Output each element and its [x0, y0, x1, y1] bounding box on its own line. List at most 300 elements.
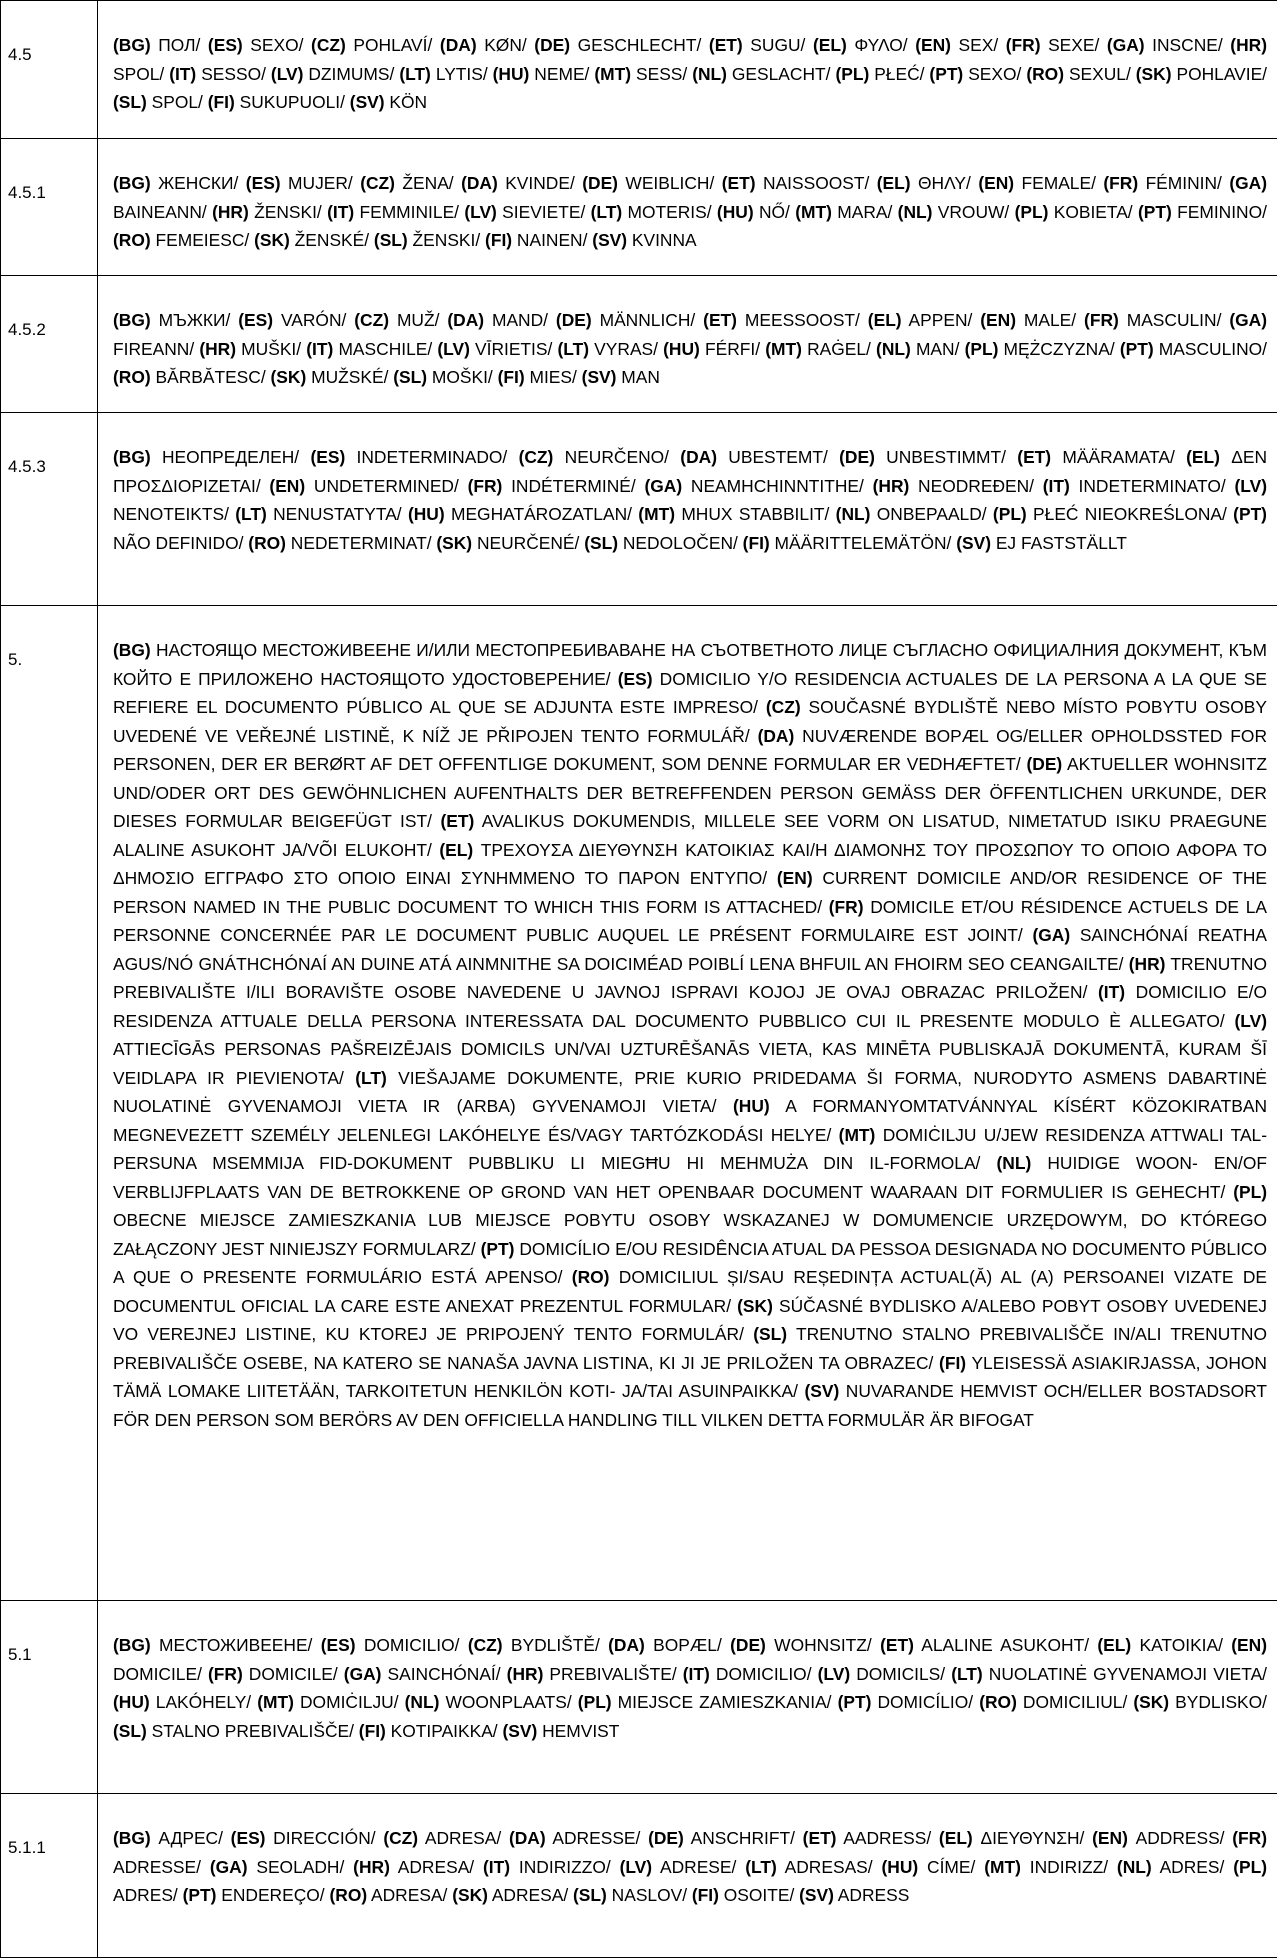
language-code: (NL) [897, 201, 933, 222]
translation-entry [663, 339, 765, 359]
translation-entry [271, 64, 399, 84]
language-code: (EN) [269, 475, 306, 496]
translation-text: ΔΙΕΥΘΥΝΣΗ/ [972, 1828, 1093, 1848]
language-code: (SL) [584, 532, 619, 553]
translation-text: FEMMINILE/ [354, 201, 465, 222]
translation-entry [703, 310, 868, 330]
translation-text: AADRESS/ [836, 1828, 939, 1848]
translation-entry [113, 1692, 257, 1712]
language-code: (DA) [439, 35, 477, 55]
translation-entry [582, 173, 722, 193]
translation-entry [993, 504, 1233, 524]
language-code: (PL) [577, 1692, 612, 1712]
translation-text: DOMICILIUL/ [1016, 1692, 1134, 1712]
translation-entry [965, 339, 1120, 359]
translation-entry [1133, 1692, 1267, 1712]
translation-entry [584, 533, 742, 553]
translation-entry [557, 339, 663, 359]
translation-entry [915, 35, 1006, 55]
language-code: (FR) [1005, 35, 1041, 55]
language-code: (EL) [938, 1828, 973, 1848]
translation-text: DOMICILIO/ [709, 1663, 818, 1684]
field-translations [98, 276, 1277, 413]
language-code: (ET) [880, 1635, 914, 1655]
language-code: (FI) [691, 1885, 719, 1905]
translation-entry [306, 339, 437, 359]
translation-text: ADRESA/ [487, 1885, 574, 1905]
translation-text: NASLOV/ [606, 1885, 692, 1905]
language-code: (MT) [795, 201, 832, 222]
translation-text: UNBESTIMMT/ [874, 447, 1018, 467]
translation-text: SPOL/ [146, 92, 208, 112]
language-code: (HU) [113, 1692, 150, 1712]
translation-text: ADRES/ [113, 1885, 183, 1905]
language-code: (HU) [732, 1096, 770, 1116]
translation-entry [881, 1857, 984, 1877]
language-code: (PT) [1119, 338, 1154, 359]
language-code: (MT) [594, 63, 632, 84]
language-code: (HU) [881, 1856, 919, 1877]
translation-entry [485, 230, 592, 250]
language-code: (SK) [1133, 1692, 1170, 1712]
translation-text: SUKUPUOLI/ [234, 92, 350, 112]
language-code: (GA) [644, 475, 683, 496]
translation-text: KOTIPAIKKA/ [385, 1720, 503, 1741]
field-number: 5.1.1 [1, 1794, 98, 1958]
language-code: (GA) [343, 1663, 382, 1684]
language-code: (EL) [812, 35, 847, 55]
translation-entry [592, 230, 696, 250]
language-code: (FI) [358, 1720, 386, 1741]
language-code: (HR) [506, 1663, 544, 1684]
translation-text: ADRESA/ [367, 1885, 453, 1905]
translation-text: SAINCHÓNAÍ REATHA AGUS/NÓ GNÁTHCHÓNAÍ AN DUINE ATÁ AINMNITHE SA DOICIMÉAD POIBLÍ LENA BHFUIL AN FHOIRM SEO CEANGAILTE/ [113, 925, 1267, 974]
language-code: (FI) [485, 230, 513, 250]
translation-entry [979, 1692, 1133, 1712]
language-code: (DA) [608, 1635, 645, 1655]
table-row [1, 1794, 1277, 1958]
language-code: (EL) [867, 310, 902, 330]
language-code: (SK) [270, 367, 307, 387]
translation-entry [1006, 35, 1107, 55]
language-code: (CZ) [360, 173, 395, 193]
translation-text: FÉMININ/ [1138, 173, 1230, 193]
language-code: (CZ) [765, 697, 801, 717]
translation-text: HEMVIST [537, 1720, 620, 1741]
translation-entry [208, 35, 311, 55]
translation-entry [717, 202, 795, 222]
translation-entry [692, 64, 835, 84]
language-code: (MT) [984, 1856, 1021, 1877]
translation-text: NEURČENO/ [553, 447, 681, 467]
translation-text: SIEVIETE/ [496, 201, 591, 222]
translation-entry [113, 92, 208, 112]
translation-text: AKTUELLER WOHNSITZ UND/ODER ORT DES GEWÖHNLICHEN AUFENTHALTS DER BETREFFENDEN PERSON GEMÄSS DER ÖFFENTLICHEN URKUNDE, DER DIESES FORMULAR BEIGEFÜGT IST/ [113, 754, 1267, 831]
language-code: (LV) [464, 201, 497, 222]
translation-entry [238, 310, 354, 330]
translation-entry [483, 1857, 620, 1877]
translation-text: MEESSOOST/ [736, 310, 868, 330]
translation-entry [113, 367, 271, 387]
language-code: (ET) [708, 35, 743, 55]
translation-text: BAINEANN/ [113, 201, 213, 222]
language-code: (FI) [207, 92, 235, 112]
language-code: (BG) [113, 1828, 151, 1848]
translation-text: MIES/ [524, 367, 582, 387]
translation-entry [644, 476, 872, 496]
language-code: (LT) [355, 1067, 387, 1088]
language-code: (RO) [979, 1692, 1017, 1712]
language-code: (SV) [799, 1885, 834, 1905]
translation-entry [620, 1857, 746, 1877]
translation-text: WEIBLICH/ [617, 173, 722, 193]
translation-entry [447, 310, 556, 330]
translation-text: LAKÓHELY/ [149, 1692, 258, 1712]
table-body [1, 1, 1277, 1958]
language-code: (HR) [353, 1856, 390, 1877]
language-code: (ES) [230, 1828, 266, 1848]
translation-text: MALE/ [1016, 310, 1085, 330]
translation-text: SÚČASNÉ BYDLISKO A/ALEBO POBYT OSOBY UVEDENEJ VO VEREJNEJ LISTINE, KU KTOREJ JE PRIPOJENÝ TENTO FORMULÁR/ [113, 1295, 1267, 1344]
language-code: (ES) [207, 35, 243, 55]
language-code: (EN) [978, 173, 1015, 193]
translation-entry [359, 1721, 503, 1741]
translation-text: NENOTEIKTS/ [113, 504, 236, 524]
translation-text: НЕОПРЕДЕЛЕН/ [150, 447, 311, 467]
translation-entry [468, 476, 645, 496]
language-code: (SV) [592, 230, 628, 250]
language-code: (SL) [113, 1720, 147, 1741]
language-code: (MT) [765, 338, 802, 359]
translation-text: VROUW/ [932, 201, 1015, 222]
translation-entry [248, 533, 436, 553]
language-code: (EN) [776, 868, 813, 888]
translation-entry [898, 202, 1015, 222]
table-row [1, 413, 1277, 606]
translation-entry [246, 173, 360, 193]
translation-text: OBECNE MIEJSCE ZAMIESZKANIA LUB MIEJSCE POBYTU OSOBY WSKAZANEJ W DOMUMENCIE URZĘDOWYM, DO KTÓREGO ZAŁĄCZONY JEST NINIEJSZY FORMULARZ/ [113, 1210, 1267, 1259]
table-row [1, 1601, 1277, 1794]
field-translations [98, 1794, 1277, 1958]
translation-entry [939, 1828, 1092, 1848]
translation-text: ΤΡΕΧΟΥΣΑ ΔΙΕΥΘΥΝΣΗ ΚΑΤΟΙΚΙΑΣ ΚΑΙ/Η ΔΙΑΜΟΝΗΣ ΤΟΥ ΠΡΟΣΩΠΟΥ ΤΟ ΟΠΟΙΟ ΑΦΟΡΑ ΤΟ ΔΗΜΟΣΙΟ ΕΓΓΡΑΦΟ ΣΤΟ ΟΠΟΙΟ ΕΙΝΑΙ ΣΥΝΗΜΜΕΝΟ ΤΟ ΠΑΡΟΝ ΕΝΤΥΠΟ/ [113, 839, 1267, 888]
translation-text: NEAMHCHINNTITHE/ [682, 475, 873, 496]
translation-entry [795, 202, 897, 222]
translation-entry [803, 1828, 939, 1848]
translation-entry [210, 1857, 353, 1877]
field-translations [98, 1601, 1277, 1794]
language-code: (RO) [571, 1267, 610, 1287]
translation-text: EJ FASTSTÄLLT [990, 532, 1127, 553]
language-code: (IT) [1098, 982, 1126, 1002]
language-code: (FI) [939, 1352, 967, 1373]
translation-entry [1117, 1857, 1233, 1877]
translation-text: SESS/ [631, 63, 693, 84]
translation-text: ADRES/ [1151, 1856, 1234, 1877]
translation-entry [502, 1721, 619, 1741]
translation-text: NUVARANDE HEMVIST OCH/ELLER BOSTADSORT FÖR DEN PERSON SOM BERÖRS AV DEN OFFICIELLA HANDLING TILL VILKEN DETTA FORMULÄR ÄR BIFOGAT [113, 1381, 1268, 1430]
language-code: (SL) [573, 1885, 607, 1905]
translation-text: SEXUL/ [1063, 63, 1136, 84]
translation-entry [591, 202, 717, 222]
translation-entry [638, 504, 835, 524]
translation-text: НАСТОЯЩО МЕСТОЖИВЕЕНЕ И/ИЛИ МЕСТОПРЕБИВАВАНЕ НА СЪОТВЕТНОТО ЛИЦЕ СЪГЛАСНО ОФИЦИАЛНИЯ ДОКУМЕНТ, КЪМ КОЙТО Е ПРИЛОЖЕНО НАСТОЯЩОТО УДОСТОВЕРЕНИЕ/ [113, 640, 1267, 689]
language-code: (IT) [483, 1856, 511, 1877]
language-code: (CZ) [518, 447, 554, 467]
language-code: (HU) [407, 504, 445, 524]
translation-text: ŽENSKÉ/ [289, 230, 374, 250]
translation-text: ADRESAS/ [776, 1856, 882, 1877]
translation-entry [692, 1885, 799, 1905]
translation-text: ΦΥΛΟ/ [846, 35, 916, 55]
translation-text: RAĠEL/ [801, 338, 877, 359]
language-code: (PL) [992, 504, 1027, 524]
translation-text: DOMICILE/ [242, 1663, 344, 1684]
translation-entry [978, 173, 1103, 193]
translation-entry [461, 173, 582, 193]
language-code: (RO) [248, 532, 286, 553]
translation-text: NUVÆRENDE BOPÆL OG/ELLER OPHOLDSSTED FOR PERSONEN, DER ER BERØRT AF DET OFFENTLIGE DOKUMENT, SOM DENNE FORMULAR ER VEDHÆFTET/ [113, 725, 1267, 774]
language-code: (LV) [1234, 475, 1267, 496]
language-code: (SK) [452, 1885, 488, 1905]
translation-text: POHLAVÍ/ [345, 35, 440, 55]
translation-text: STALNO PREBIVALIŠČE/ [146, 1720, 359, 1741]
translation-text: BOPÆL/ [644, 1635, 731, 1655]
translation-text: MASCULINO/ [1153, 338, 1268, 359]
translation-entry [835, 64, 929, 84]
language-code: (DE) [648, 1828, 684, 1848]
translation-entry [877, 173, 979, 193]
translation-text: NAISSOOST/ [755, 173, 877, 193]
language-code: (PL) [1233, 1181, 1267, 1202]
translation-text: HUIDIGE WOON- EN/OF VERBLIJFPLAATS VAN DE BETROKKENE OP GROND VAN HET OPENBAAR DOCUMENT WAARAAN DIT FORMULIER IS GEHECHT/ [113, 1153, 1268, 1202]
translation-text: FEMALE/ [1014, 173, 1104, 193]
language-code: (MT) [257, 1692, 294, 1712]
table-row [1, 606, 1277, 1601]
language-code: (SV) [502, 1720, 538, 1741]
translation-text: BYDLISKO/ [1169, 1692, 1267, 1712]
language-code: (ES) [320, 1635, 356, 1655]
language-code: (RO) [113, 230, 151, 250]
language-code: (IT) [1042, 475, 1070, 496]
translation-text: SESSO/ [196, 63, 271, 84]
translation-entry [838, 1692, 980, 1712]
translation-text: MUŽ/ [389, 310, 448, 330]
translation-text: MIEJSCE ZAMIESZKANIA/ [611, 1692, 838, 1712]
translation-entry [1015, 202, 1138, 222]
translation-text: KATOIKIA/ [1131, 1635, 1232, 1655]
translation-text: BYDLIŠTĚ/ [502, 1635, 609, 1655]
translation-text: MOŠKI/ [427, 367, 498, 387]
translation-entry [393, 367, 497, 387]
translation-text: MÄÄRITTELEMÄTÖN/ [769, 532, 957, 553]
translation-entry [929, 64, 1026, 84]
language-code: (SV) [956, 532, 991, 553]
language-code: (DE) [1026, 754, 1063, 774]
language-code: (DA) [508, 1828, 546, 1848]
translation-text: АДРЕС/ [150, 1828, 231, 1848]
translation-text: OSOITE/ [718, 1885, 800, 1905]
translation-entry [880, 1635, 1097, 1655]
translation-entry [208, 92, 350, 112]
translation-text: ŽENSKI/ [248, 201, 328, 222]
translation-entry [1017, 447, 1186, 467]
language-code: (GA) [1106, 35, 1145, 55]
translation-entry [519, 447, 681, 467]
translation-entry [498, 367, 582, 387]
translation-entry [199, 339, 306, 359]
language-code: (DE) [534, 35, 571, 55]
translation-entry [1097, 1635, 1231, 1655]
language-code: (LT) [399, 63, 431, 84]
language-code: (EN) [1092, 1828, 1128, 1848]
language-code: (PT) [1233, 504, 1267, 524]
language-code: (DA) [680, 447, 717, 467]
language-code: (NL) [1116, 1856, 1152, 1877]
translation-entry [836, 504, 993, 524]
language-code: (ET) [1017, 447, 1052, 467]
translation-text: NEURČENÉ/ [472, 532, 585, 553]
language-code: (MT) [838, 1124, 876, 1145]
translation-text: FEMEIESC/ [150, 230, 255, 250]
field-number: 4.5.3 [1, 413, 98, 606]
translation-text: ŽENA/ [394, 173, 462, 193]
translation-text: ЖЕНСКИ/ [150, 173, 246, 193]
language-code: (LV) [619, 1856, 653, 1877]
translation-text: PŁEĆ NIEOKREŚLONA/ [1026, 504, 1234, 524]
translation-text: MĘŻCZYZNA/ [998, 338, 1120, 359]
language-code: (EN) [1231, 1635, 1268, 1655]
translation-entry [556, 310, 703, 330]
translation-entry [1120, 339, 1267, 359]
translation-entry [464, 202, 590, 222]
translation-entry [113, 1721, 359, 1741]
translation-text: SUGU/ [742, 35, 813, 55]
translation-text: ADRESS [833, 1885, 910, 1905]
translation-text: CÍME/ [918, 1856, 985, 1877]
language-code: (NL) [835, 504, 871, 524]
translation-text: DOMICÍLIO E/OU RESIDÊNCIA ATUAL DA PESSOA DESIGNADA NO DOCUMENTO PÚBLICO A QUE O PRESENTE FORMULÁRIO ESTÁ APENSO/ [113, 1238, 1267, 1287]
translation-entry [722, 173, 877, 193]
language-code: (ET) [703, 310, 737, 330]
translation-entry [269, 476, 467, 496]
language-code: (BG) [113, 447, 151, 467]
translation-entry [680, 447, 839, 467]
translation-text: DOMICÍLIO/ [871, 1692, 980, 1712]
translation-entry [876, 339, 965, 359]
translation-text: VARÓN/ [273, 310, 355, 330]
translation-text: SEXE/ [1040, 35, 1107, 55]
translation-entry [813, 35, 915, 55]
translation-text: KÖN [384, 92, 428, 112]
translation-text: SPOL/ [113, 63, 170, 84]
language-code: (PL) [1014, 201, 1049, 222]
language-code: (BG) [113, 173, 151, 193]
translation-entry [113, 173, 246, 193]
language-code: (GA) [1032, 925, 1071, 945]
field-number: 5.1 [1, 1601, 98, 1794]
translation-entry [730, 1635, 880, 1655]
translation-entry [257, 1692, 404, 1712]
translation-text: SAINCHÓNAÍ/ [381, 1663, 507, 1684]
translation-text: DOMICILIO Y/O RESIDENCIA ACTUALES DE LA PERSONA A LA QUE SE REFIERE EL DOCUMENTO PÚBLICO AL QUE SE ADJUNTA ESTE IMPRESO/ [113, 668, 1268, 717]
language-code: (ET) [721, 173, 756, 193]
translation-entry [1043, 476, 1235, 496]
language-code: (FR) [1084, 310, 1119, 330]
language-code: (LT) [235, 504, 267, 524]
translation-entry [951, 1664, 1267, 1684]
language-code: (SL) [393, 367, 428, 387]
translation-entry [208, 1664, 344, 1684]
translation-text: MARA/ [831, 201, 898, 222]
field-number: 4.5.1 [1, 139, 98, 276]
language-code: (LV) [270, 63, 304, 84]
language-code: (NL) [692, 63, 727, 84]
language-code: (PL) [964, 338, 999, 359]
translation-text: ŽENSKI/ [407, 230, 486, 250]
language-code: (PL) [835, 63, 870, 84]
field-translations [98, 139, 1277, 276]
language-code: (LV) [817, 1663, 851, 1684]
language-code: (HR) [212, 201, 249, 222]
translation-entry [799, 1885, 909, 1905]
translation-text: DOMIĊILJU U/JEW RESIDENZA ATTWALI TAL-PERSUNA MSEMMIJA FID-DOKUMENT PUBBLIKU LI MIEGĦU HI MEHMUŻA DIN IL-FORMOLA/ [113, 1124, 1268, 1173]
translation-text: ADRESSE/ [545, 1828, 649, 1848]
translation-text: KVINNA [627, 230, 697, 250]
translation-entry [984, 1857, 1117, 1877]
translation-text: DZIMUMS/ [303, 63, 400, 84]
translation-text: ПОЛ/ [150, 35, 208, 55]
language-code: (SV) [581, 367, 617, 387]
language-code: (GA) [1229, 310, 1267, 330]
translation-entry [212, 202, 327, 222]
language-code: (FI) [742, 532, 770, 553]
translation-text: NAINEN/ [512, 230, 593, 250]
translation-text: FEMININO/ [1171, 201, 1267, 222]
translation-text: MUŠKI/ [236, 338, 307, 359]
translation-text: ANSCHRIFT/ [683, 1828, 803, 1848]
language-code: (FR) [1232, 1828, 1267, 1848]
translation-text: ΔΕΝ ΠΡΟΣΔΙΟΡΙΖΕΤΑΙ/ [113, 447, 1267, 496]
language-code: (BG) [113, 640, 151, 660]
translation-text: ATTIECĪGĀS PERSONAS PAŠREIZĒJAIS DOMICILS UN/VAI UZTURĒŠANĀS VIETA, KAS MINĒTA PUBLISKAJĀ DOKUMENTĀ, KURAM ŠĪ VEIDLAPA IR PIEVIENOTA/ [113, 1039, 1267, 1088]
table-row [1, 1, 1277, 139]
translation-text: ADRESSE/ [113, 1856, 210, 1877]
table-row [1, 276, 1277, 413]
translation-entry [113, 35, 208, 55]
language-code: (SL) [753, 1324, 787, 1344]
language-code: (LT) [590, 201, 623, 222]
language-code: (FR) [467, 475, 503, 496]
translation-text: UNDETERMINED/ [305, 475, 468, 496]
language-code: (SK) [1135, 63, 1172, 84]
language-code: (DE) [839, 447, 875, 467]
translation-text: МЕСТОЖИВЕЕНЕ/ [150, 1635, 321, 1655]
language-code: (ES) [310, 447, 346, 467]
translation-text: MAN/ [910, 338, 965, 359]
translation-text: ADRESA/ [418, 1828, 509, 1848]
translation-entry [452, 1885, 573, 1905]
translation-entry [534, 35, 709, 55]
translation-text: MUŽSKÉ/ [306, 367, 394, 387]
translation-text: FÉRFI/ [699, 338, 766, 359]
language-code: (HU) [716, 201, 754, 222]
language-code: (SK) [737, 1295, 773, 1316]
language-code: (IT) [682, 1663, 710, 1684]
translation-entry [683, 1664, 818, 1684]
translation-text: MEGHATÁROZATLAN/ [444, 504, 639, 524]
translation-text: MASCHILE/ [333, 338, 438, 359]
